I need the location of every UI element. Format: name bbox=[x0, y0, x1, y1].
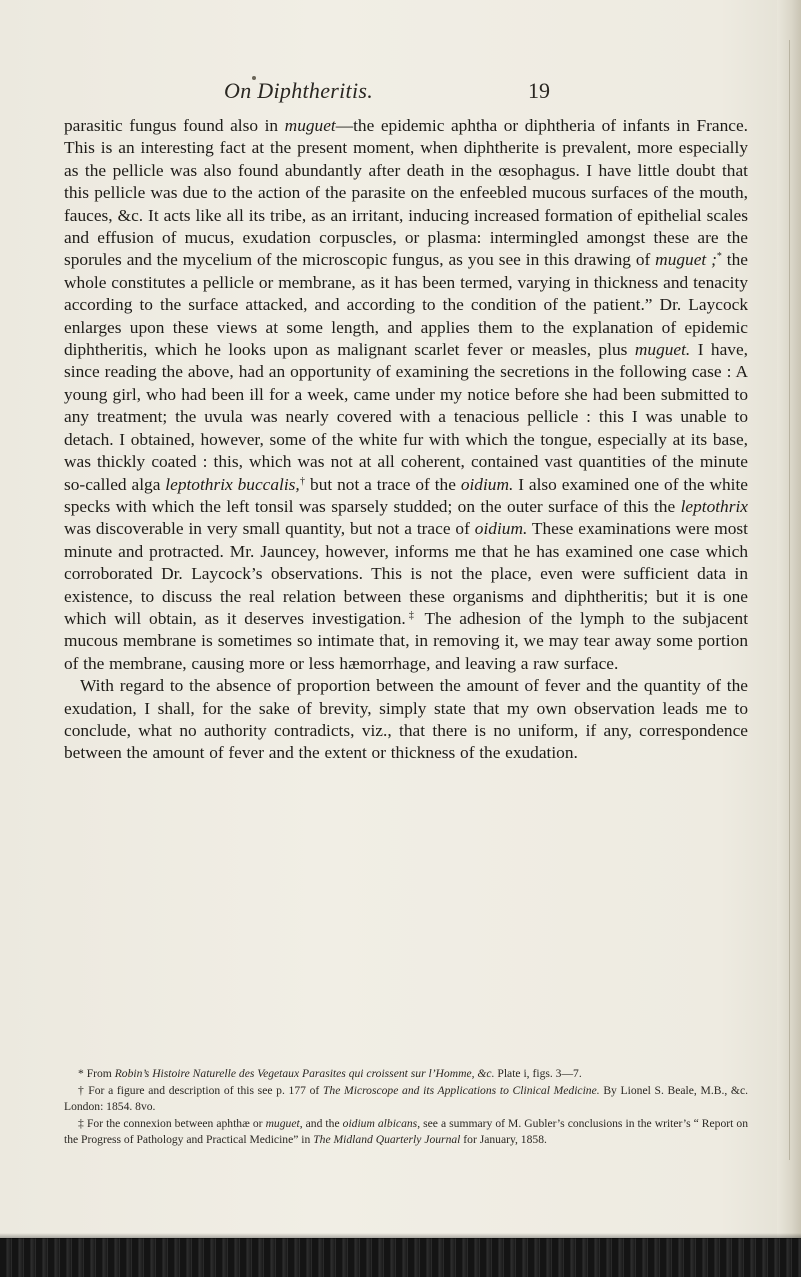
text-run: These examinations were most minute and protracted. Mr. Jauncey, however, informs me that he has examined one case which corroborated Dr. Laycock’s observations. This is not the place, even were sufficient data in existence, to discuss the real relation between these organisms and diphtheritis; but it is one which will obtain, as it deserves investigation. bbox=[64, 519, 748, 628]
italic-run: oidium albicans bbox=[342, 1116, 418, 1130]
italic-run: The Microscope and its Applications to Clinical Medicine. bbox=[322, 1083, 600, 1097]
italic-run: Robin’s Histoire Naturelle des Vegetaux Parasites qui croissent sur l’Homme, &c. bbox=[114, 1067, 495, 1080]
text-run: for January, 1858. bbox=[460, 1133, 547, 1146]
footnote-1 bbox=[64, 1066, 748, 1083]
footnote-3 bbox=[64, 1116, 748, 1149]
text-run: , and the bbox=[299, 1116, 343, 1130]
text-run: By Lionel S. Beale, M.B., &c. London: 1854. 8vo. bbox=[64, 1083, 748, 1113]
text-run: I have, since reading the above, had an opportunity of examining the secretions in the following case : A young girl, who had been ill for a week, came under my notice before she had been submitted to any treatment; the uvula was nearly covered with a tenacious pellicle : this I was unable to detach. I obtained, however, some of the white fur with which the tongue, especially at its base, was thickly coated : this, which was not at all coherent, contained vast quantities of the minute so-called alga bbox=[64, 340, 749, 494]
running-title: On Diphtheritis. bbox=[224, 78, 374, 103]
italic-run: leptothrix buccalis, bbox=[165, 474, 300, 494]
paragraph-1 bbox=[64, 115, 748, 675]
page-number: 19 bbox=[528, 78, 550, 103]
footnote-marker: * bbox=[716, 251, 722, 263]
italic-run: oidium. bbox=[474, 519, 528, 539]
italic-run: muguet bbox=[284, 116, 336, 135]
italic-run: muguet ; bbox=[655, 250, 717, 270]
text-run: was discoverable in very small quantity, but not a trace of bbox=[64, 519, 475, 539]
italic-run: oidium. bbox=[460, 474, 514, 494]
text-run: the whole constitutes a pellicle or membrane, as it has been termed, varying in thickness and tenacity according to the surface attacked, and according to the condition of the patient.” Dr. Laycock enlarges upon these views at some length, and applies them to the explanation of epidemic diphtheritis, which he looks upon as malignant scarlet fever or measles, plus bbox=[64, 250, 748, 360]
footnote-marker: † bbox=[299, 475, 306, 487]
text-run: parasitic fungus found also in bbox=[64, 116, 285, 135]
text-run: but not a trace of the bbox=[305, 474, 461, 494]
text-run: * From bbox=[78, 1067, 115, 1080]
italic-run: muguet. bbox=[634, 340, 691, 360]
footnote-marker: ‡ bbox=[405, 609, 417, 621]
italic-run: muguet bbox=[265, 1116, 300, 1130]
body-text bbox=[64, 115, 748, 765]
text-run: I also examined one of the white specks with which the left tonsil was sparsely studded; on the outer surface of this the bbox=[64, 474, 749, 516]
page-edge bbox=[777, 0, 801, 1277]
text-run: ‡ For the connexion between aphthæ or bbox=[78, 1116, 266, 1130]
scan-bottom-edge bbox=[0, 1238, 801, 1277]
italic-run: The Midland Quarterly Journal bbox=[313, 1133, 461, 1146]
text-run: † For a figure and description of this see p. 177 of bbox=[78, 1083, 323, 1097]
text-run: , see a summary of M. Gubler’s conclusions in the writer’s “ Report on the Progress of Pathology and Practical Medicine” in bbox=[64, 1116, 748, 1146]
text-run: The adhesion of the lymph to the subjacent mucous membrane is sometimes so intimate that, in removing it, we may tear away some portion of the membrane, causing more or less hæmorrhage, and leaving a raw surface. bbox=[64, 608, 749, 673]
edge-rule bbox=[789, 40, 790, 1160]
italic-run: leptothrix bbox=[680, 496, 748, 516]
footnotes bbox=[64, 1066, 748, 1149]
paragraph-2: With regard to the absence of proportion between the amount of fever and the quantity of the exudation, I shall, for the sake of brevity, simply state that my own observation leads me to conclude, what no authority contradicts, viz., that there is no uniform, if any, correspondence between the amount of fever and the extent or thickness of the exudation. bbox=[64, 676, 748, 763]
footnote-2 bbox=[64, 1083, 748, 1116]
text-run: Plate i, figs. 3—7. bbox=[494, 1067, 582, 1080]
text-run: —the epidemic aphtha or diphtheria of infants in France. This is an interesting fact at the present moment, when diphtherite is prevalent, more especially as the pellicle was also found abundantly after death in the œsophagus. I have little doubt that this pellicle was due to the action of the parasite on the enfeebled mucous surfaces of the mouth, fauces, &c. It acts like all its tribe, as an irritant, inducing increased formation of epithelial scales and effusion of mucus, exudation corpuscles, or plasma: intermingled amongst these are the sporules and the mycelium of the microscopic fungus, as you see in this drawing of bbox=[64, 116, 748, 270]
